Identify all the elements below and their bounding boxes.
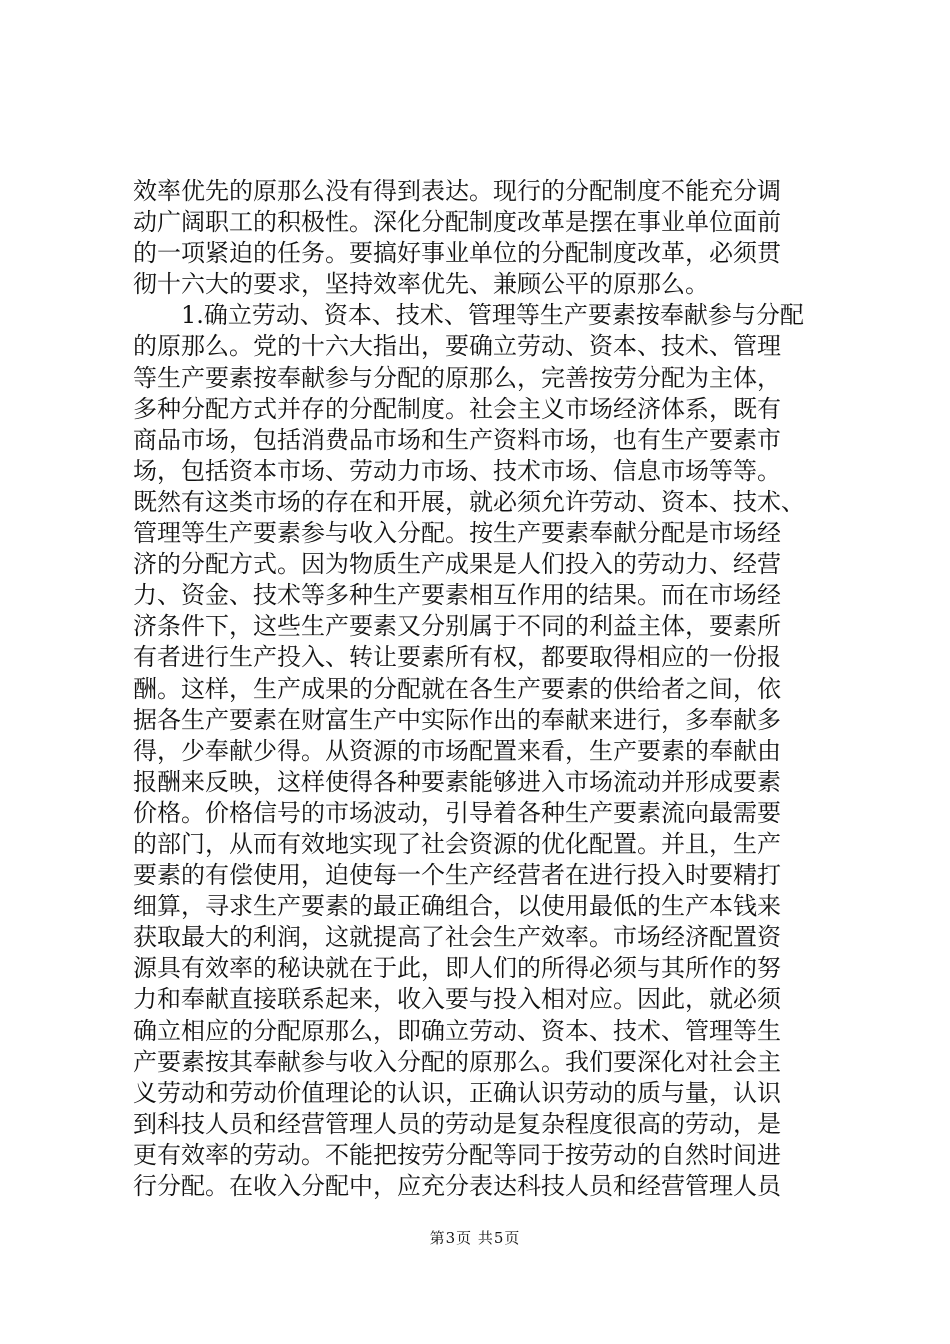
text-line: 的一项紧迫的任务。要搞好事业单位的分配制度改革，必须贯 xyxy=(133,239,781,268)
text-line: 据各生产要素在财富生产中实际作出的奉献来进行，多奉献多 xyxy=(133,705,781,734)
text-line: 源具有效率的秘诀就在于此，即人们的所得必须与其所作的努 xyxy=(133,954,781,983)
text-line: 彻十六大的要求，坚持效率优先、兼顾公平的原那么。 xyxy=(133,270,709,299)
text-line: 济条件下，这些生产要素又分别属于不同的利益主体，要素所 xyxy=(133,612,781,641)
text-line: 获取最大的利润，这就提高了社会生产效率。市场经济配置资 xyxy=(133,923,781,952)
text-line: 更有效率的劳动。不能把按劳分配等同于按劳动的自然时间进 xyxy=(133,1140,781,1169)
text-line: 义劳动和劳动价值理论的认识，正确认识劳动的质与量，认识 xyxy=(133,1078,781,1107)
text-line: 场，包括资本市场、劳动力市场、技术市场、信息市场等等。 xyxy=(133,456,781,485)
text-line: 确立相应的分配原那么，即确立劳动、资本、技术、管理等生 xyxy=(133,1016,781,1045)
text-line: 得，少奉献少得。从资源的市场配置来看，生产要素的奉献由 xyxy=(133,736,781,765)
text-line: 商品市场，包括消费品市场和生产资料市场，也有生产要素市 xyxy=(133,425,781,454)
paragraph-first-line: 1.确立劳动、资本、技术、管理等生产要素按奉献参与分配 xyxy=(181,301,804,330)
text-line: 力、资金、技术等多种生产要素相互作用的结果。而在市场经 xyxy=(133,581,781,610)
body-text xyxy=(133,176,833,1202)
text-line: 到科技人员和经营管理人员的劳动是复杂程度很高的劳动，是 xyxy=(133,1109,781,1138)
text-line: 既然有这类市场的存在和开展，就必须允许劳动、资本、技术、 xyxy=(133,487,805,516)
text-line: 力和奉献直接联系起来，收入要与投入相对应。因此，就必须 xyxy=(133,985,781,1014)
text-line: 等生产要素按奉献参与分配的原那么，完善按劳分配为主体， xyxy=(133,363,781,392)
text-line: 动广阔职工的积极性。深化分配制度改革是摆在事业单位面前 xyxy=(133,208,781,237)
text-line: 要素的有偿使用，迫使每一个生产经营者在进行投入时要精打 xyxy=(133,861,781,890)
text-line: 济的分配方式。因为物质生产成果是人们投入的劳动力、经营 xyxy=(133,550,781,579)
text-line: 细算，寻求生产要素的最正确组合，以使用最低的生产本钱来 xyxy=(133,892,781,921)
text-line: 的部门，从而有效地实现了社会资源的优化配置。并且，生产 xyxy=(133,829,781,858)
text-line: 多种分配方式并存的分配制度。社会主义市场经济体系，既有 xyxy=(133,394,781,423)
page-footer: 第3页 共5页 xyxy=(429,1229,521,1247)
text-line: 产要素按其奉献参与收入分配的原那么。我们要深化对社会主 xyxy=(133,1047,781,1076)
text-line: 有者进行生产投入、转让要素所有权，都要取得相应的一份报 xyxy=(133,643,781,672)
text-line: 酬。这样，生产成果的分配就在各生产要素的供给者之间，依 xyxy=(133,674,781,703)
text-line: 效率优先的原那么没有得到表达。现行的分配制度不能充分调 xyxy=(133,177,781,205)
text-line: 价格。价格信号的市场波动，引导着各种生产要素流向最需要 xyxy=(133,798,781,827)
text-line: 管理等生产要素参与收入分配。按生产要素奉献分配是市场经 xyxy=(133,519,781,548)
text-line: 行分配。在收入分配中，应充分表达科技人员和经营管理人员 xyxy=(133,1172,781,1200)
text-line: 的原那么。党的十六大指出，要确立劳动、资本、技术、管理 xyxy=(133,332,781,361)
text-line: 报酬来反映，这样使得各种要素能够进入市场流动并形成要素 xyxy=(133,767,781,796)
